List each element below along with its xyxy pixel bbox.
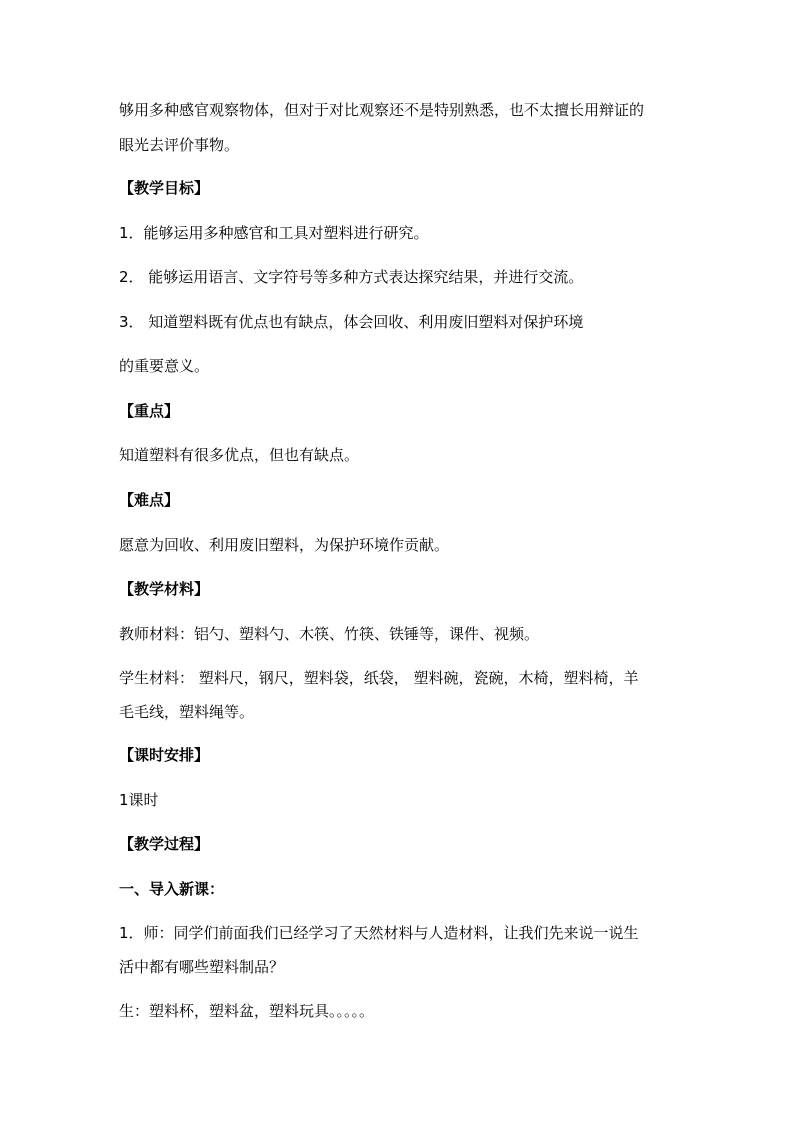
- heading-teaching-goals: 【教学目标】: [119, 179, 210, 197]
- heading-materials: 【教学材料】: [119, 580, 210, 598]
- paragraph-intro-line2: 眼光去评价事物。: [119, 136, 240, 154]
- student-materials-line1: 学生材料： 塑料尺，钢尺，塑料袋，纸袋， 塑料碗，瓷碗，木椅，塑料椅，羊: [119, 669, 639, 687]
- heading-key-point: 【重点】: [119, 402, 180, 420]
- difficulty-text: 愿意为回收、利用废旧塑料，为保护环境作贡献。: [119, 536, 450, 554]
- heading-difficulty: 【难点】: [119, 491, 180, 509]
- goal-item-2: 2． 能够运用语言、文字符号等多种方式表达探究结果，并进行交流。: [119, 268, 584, 286]
- heading-schedule: 【课时安排】: [119, 746, 210, 764]
- student-materials-line2: 毛毛线，塑料绳等。: [119, 703, 255, 721]
- goal-item-1: 1．能够运用多种感官和工具对塑料进行研究。: [119, 224, 429, 242]
- goal-item-3-line2: 的重要意义。: [119, 357, 210, 375]
- question-1-line1: 1．师：同学们前面我们已经学习了天然材料与人造材料，让我们先来说一说生: [119, 924, 639, 942]
- schedule-text: 1课时: [119, 791, 159, 809]
- heading-process: 【教学过程】: [119, 835, 210, 853]
- paragraph-intro-line1: 够用多种感官观察物体，但对于对比观察还不是特别熟悉，也不太擅长用辩证的: [119, 101, 645, 119]
- key-point-text: 知道塑料有很多优点，但也有缺点。: [119, 446, 360, 464]
- section-introduction: 一、导入新课：: [119, 880, 225, 898]
- student-answer: 生：塑料杯，塑料盆，塑料玩具。。。。。: [119, 1002, 375, 1020]
- question-1-line2: 活中都有哪些塑料制品？: [119, 958, 285, 976]
- teacher-materials: 教师材料：铝勺、塑料勺、木筷、竹筷、铁锤等，课件、视频。: [119, 625, 540, 643]
- goal-item-3-line1: 3． 知道塑料既有优点也有缺点，体会回收、利用废旧塑料对保护环境: [119, 313, 584, 331]
